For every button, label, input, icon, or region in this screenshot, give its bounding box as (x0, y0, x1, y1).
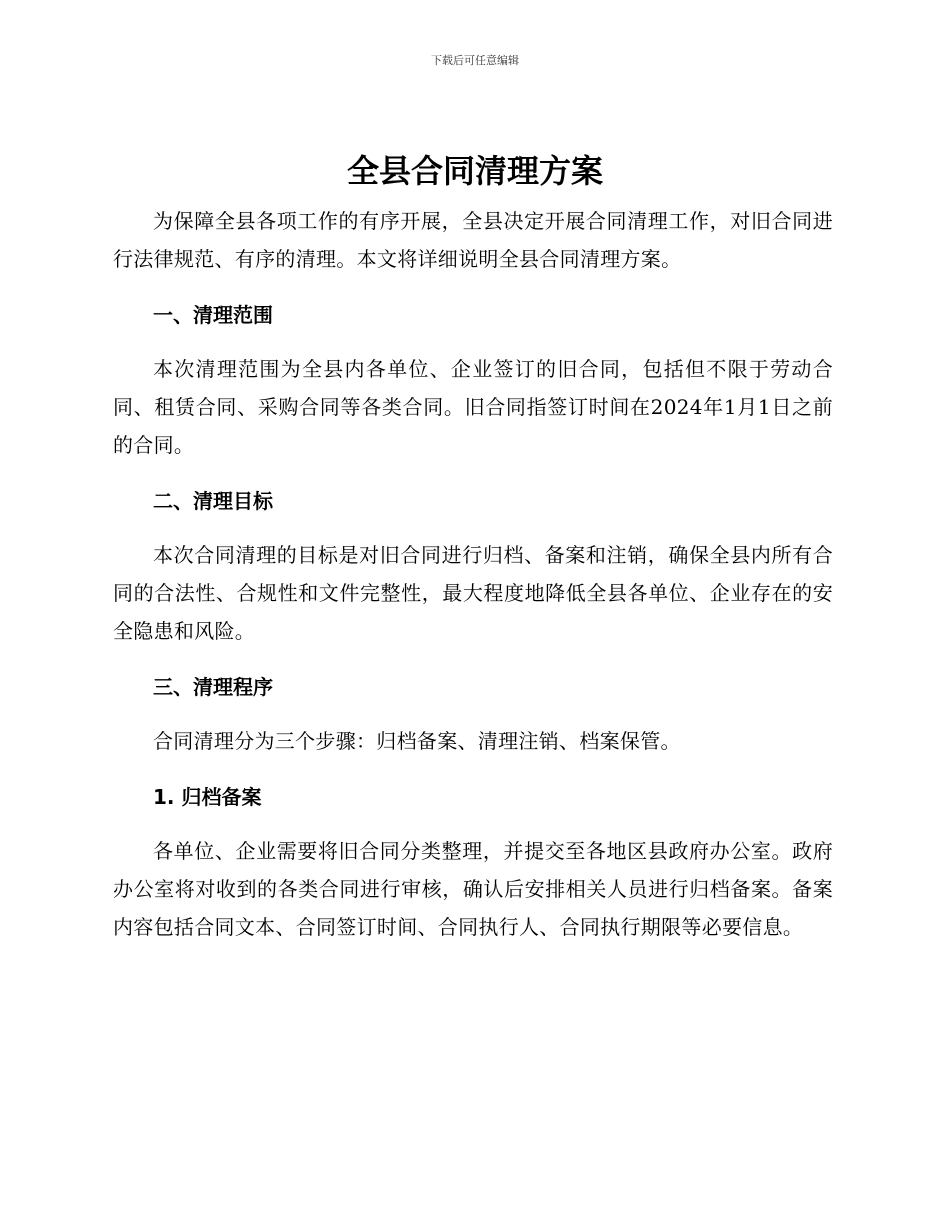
intro-paragraph: 为保障全县各项工作的有序开展，全县决定开展合同清理工作，对旧合同进行法律规范、有序的清理。本文将详细说明全县合同清理方案。 (113, 209, 833, 271)
section-heading-procedure: 三、清理程序 (153, 675, 273, 699)
section-text-procedure: 合同清理分为三个步骤：归档备案、清理注销、档案保管。 (153, 729, 681, 753)
section-text-archive: 各单位、企业需要将旧合同分类整理，并提交至各地区县政府办公室。政府办公室将对收到的各类合同进行审核，确认后安排相关人员进行归档备案。备案内容包括合同文本、合同签订时间、合同执行人、合同执行期限等必要信息。 (113, 839, 833, 939)
section-heading-archive: 1. 归档备案 (153, 785, 262, 809)
section-heading-scope: 一、清理范围 (153, 303, 273, 327)
section-heading-goal: 二、清理目标 (153, 489, 273, 513)
document-body (113, 202, 833, 946)
section-text-scope: 本次清理范围为全县内各单位、企业签订的旧合同，包括但不限于劳动合同、租赁合同、采购合同等各类合同。旧合同指签订时间在2024年1月1日之前的合同。 (113, 357, 833, 457)
section-text-goal: 本次合同清理的目标是对旧合同进行归档、备案和注销，确保全县内所有合同的合法性、合规性和文件完整性，最大程度地降低全县各单位、企业存在的安全隐患和风险。 (113, 543, 833, 643)
document-title: 全县合同清理方案 (346, 152, 603, 190)
header-note: 下载后可任意编辑 (431, 54, 519, 67)
